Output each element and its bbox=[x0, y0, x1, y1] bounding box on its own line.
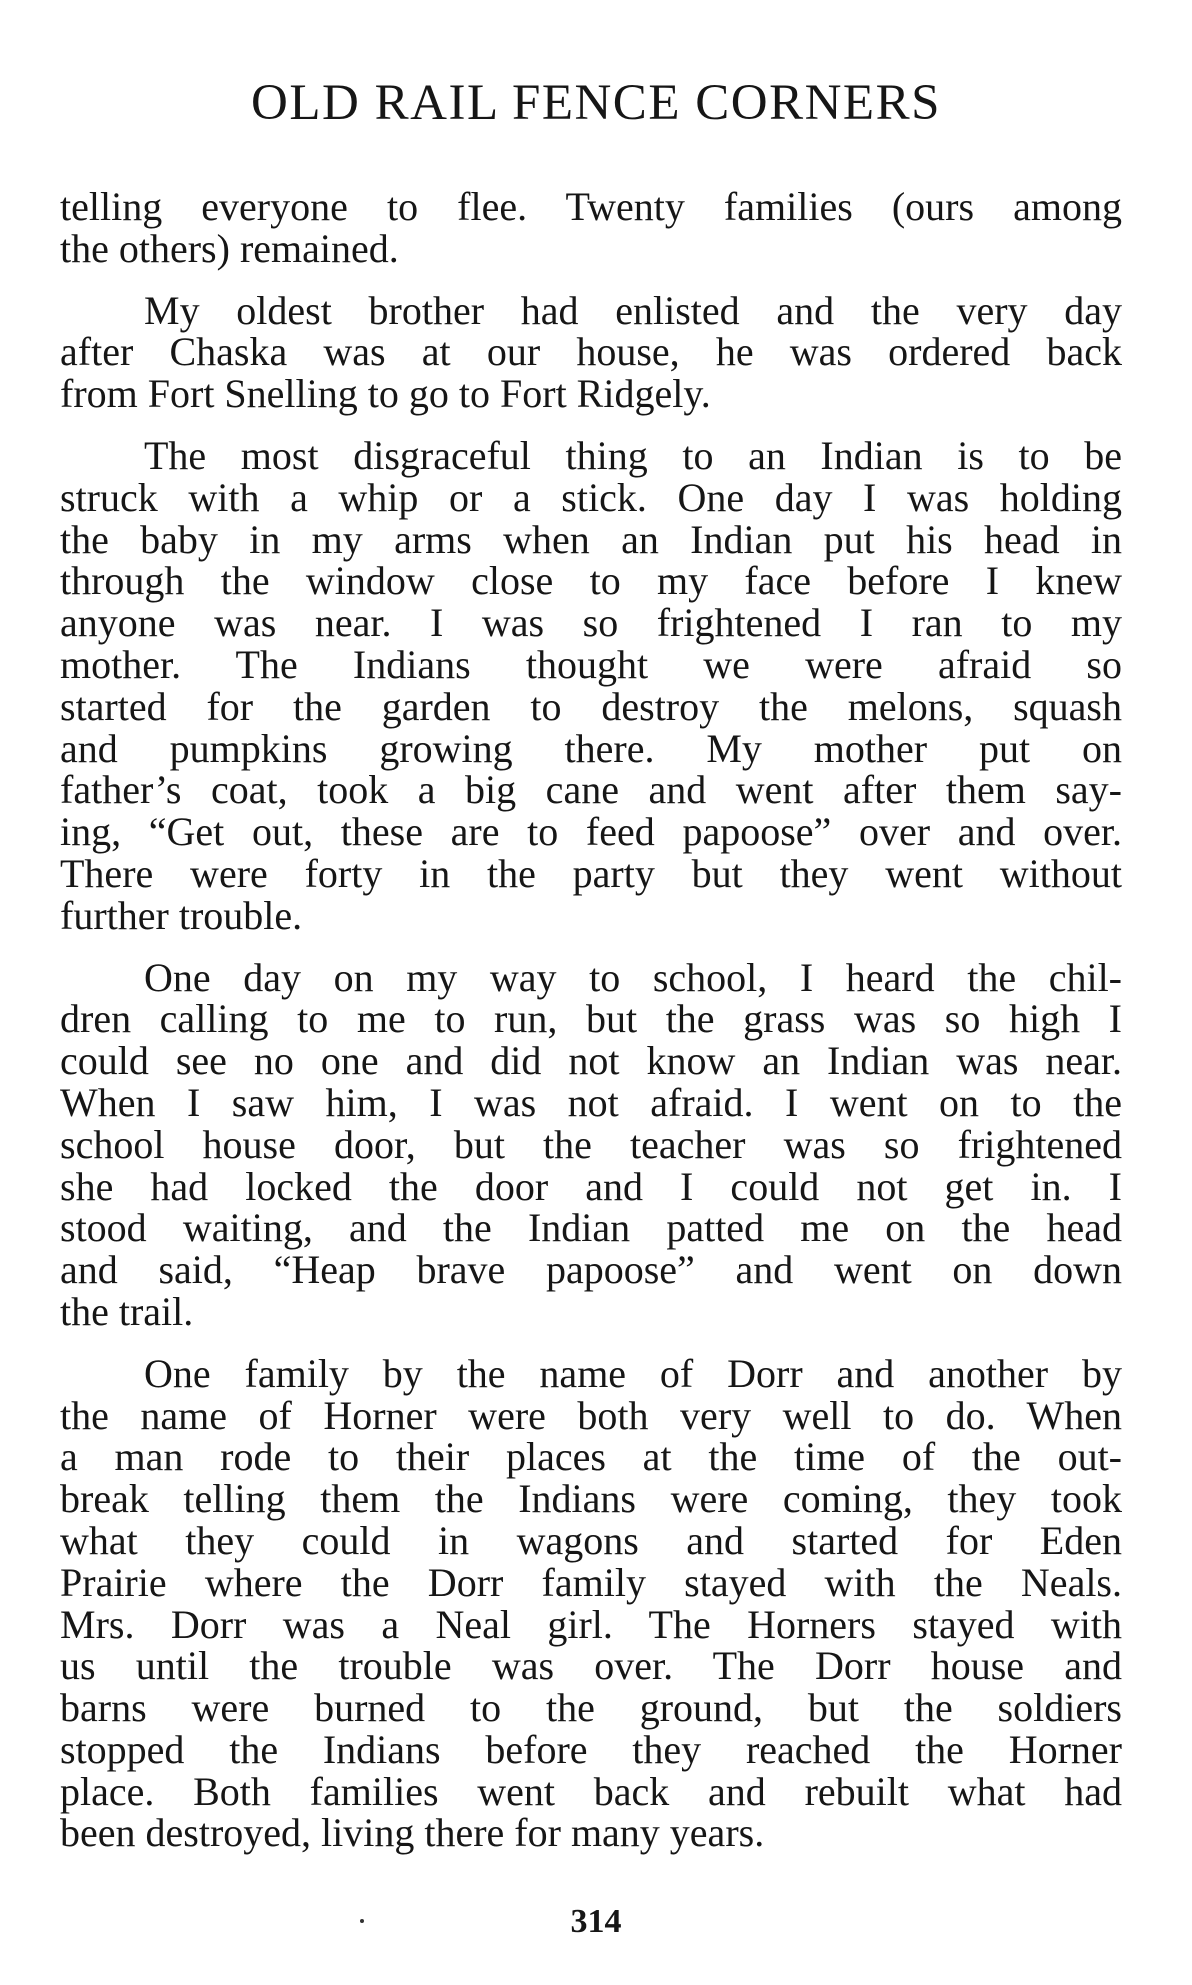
text-line: been destroyed, living there for many years. bbox=[60, 1810, 765, 1856]
text-line: father’s coat, took a big cane and went after them say- bbox=[60, 767, 1122, 813]
text-line: place. Both families went back and rebuilt what had bbox=[60, 1768, 1122, 1814]
text-line: the baby in my arms when an Indian put his head in bbox=[60, 516, 1122, 562]
text-line: started for the garden to destroy the melons, squash bbox=[60, 683, 1122, 729]
paragraph bbox=[60, 287, 1122, 417]
text-line: after Chaska was at our house, he was ordered back bbox=[60, 329, 1122, 375]
paragraph bbox=[60, 432, 1122, 938]
text-line: stopped the Indians before they reached the Horner bbox=[60, 1726, 1122, 1772]
text-line: the trail. bbox=[60, 1288, 194, 1334]
text-line: telling everyone to flee. Twenty families (ours among bbox=[60, 184, 1122, 229]
text-line: One family by the name of Dorr and another by bbox=[144, 1350, 1122, 1396]
text-line: and said, “Heap brave papoose” and went on down bbox=[60, 1247, 1122, 1293]
paragraph bbox=[60, 1350, 1122, 1856]
page-number: 314 bbox=[570, 1903, 622, 1940]
text-line: dren calling to me to run, but the grass was so high I bbox=[60, 996, 1122, 1042]
running-head: OLD RAIL FENCE CORNERS bbox=[251, 75, 941, 131]
text-line: struck with a whip or a stick. One day I was holding bbox=[60, 474, 1122, 520]
text-line: ing, “Get out, these are to feed papoose” over and over. bbox=[60, 809, 1122, 855]
text-line: a man rode to their places at the time of the out- bbox=[60, 1434, 1122, 1480]
text-line: Mrs. Dorr was a Neal girl. The Horners stayed with bbox=[60, 1601, 1122, 1647]
text-line: The most disgraceful thing to an Indian is to be bbox=[144, 432, 1122, 478]
text-line: could see no one and did not know an Indian was near. bbox=[60, 1038, 1122, 1084]
text-line: break telling them the Indians were coming, they took bbox=[60, 1476, 1122, 1522]
text-line: Prairie where the Dorr family stayed with the Neals. bbox=[60, 1559, 1122, 1605]
text-line: mother. The Indians thought we were afraid so bbox=[60, 641, 1122, 687]
text-line: she had locked the door and I could not get in. I bbox=[60, 1163, 1122, 1209]
text-line: the name of Horner were both very well to do. When bbox=[60, 1392, 1122, 1438]
text-line: There were forty in the party but they went without bbox=[60, 850, 1122, 896]
text-line: the others) remained. bbox=[60, 225, 399, 271]
text-line: My oldest brother had enlisted and the very day bbox=[144, 287, 1122, 333]
paragraph bbox=[60, 186, 1122, 270]
body-text bbox=[60, 186, 1122, 1874]
text-line: school house door, but the teacher was so frightened bbox=[60, 1121, 1122, 1167]
text-line: barns were burned to the ground, but the soldiers bbox=[60, 1685, 1122, 1731]
text-line: through the window close to my face before I knew bbox=[60, 558, 1122, 604]
text-line: anyone was near. I was so frightened I ran to my bbox=[60, 600, 1122, 646]
text-line: us until the trouble was over. The Dorr house and bbox=[60, 1643, 1122, 1689]
text-line: When I saw him, I was not afraid. I went on to the bbox=[60, 1079, 1122, 1125]
paragraph bbox=[60, 954, 1122, 1334]
text-line: stood waiting, and the Indian patted me on the head bbox=[60, 1205, 1122, 1251]
text-line: further trouble. bbox=[60, 892, 303, 938]
text-line: and pumpkins growing there. My mother put on bbox=[60, 725, 1122, 771]
text-line: from Fort Snelling to go to Fort Ridgely. bbox=[60, 371, 711, 417]
text-line: One day on my way to school, I heard the chil- bbox=[144, 954, 1122, 1000]
text-line: what they could in wagons and started for Eden bbox=[60, 1517, 1122, 1563]
